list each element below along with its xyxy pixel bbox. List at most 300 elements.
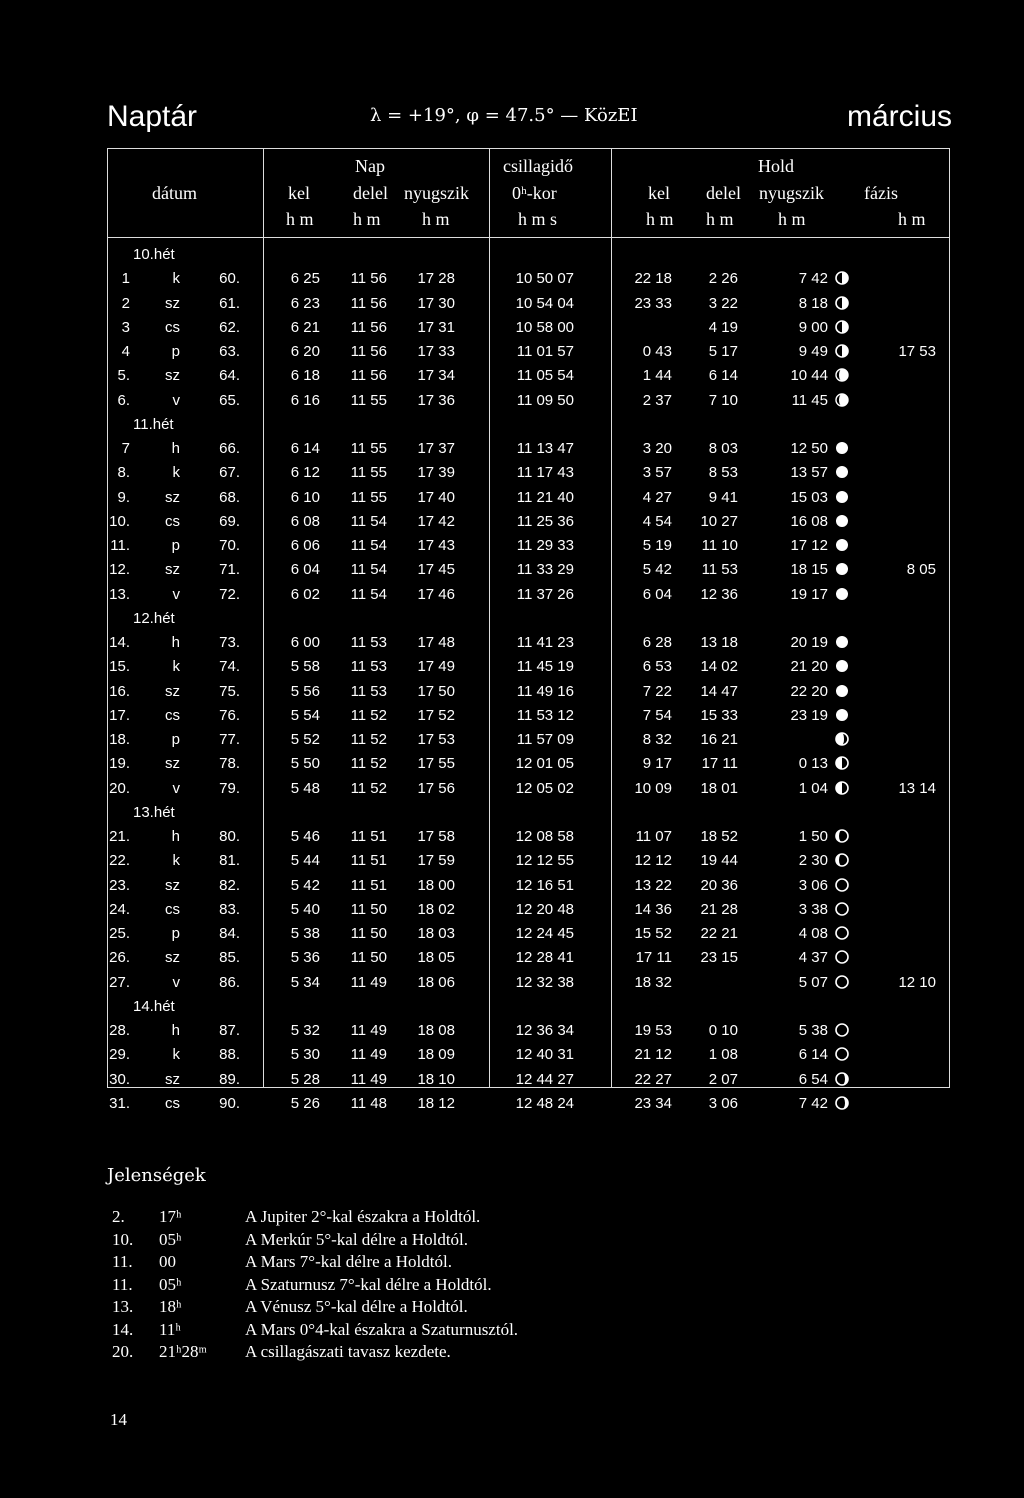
sun-rise: 5 52 <box>290 731 320 748</box>
table-row <box>108 1095 949 1119</box>
sun-set: 17 37 <box>417 440 455 457</box>
day-number: 8. <box>117 464 130 482</box>
table-row <box>108 513 949 537</box>
weekday: h <box>171 440 180 457</box>
day-of-year: 67. <box>219 464 240 482</box>
table-row <box>108 634 949 658</box>
table-row <box>108 974 949 998</box>
moon-phase-icon <box>835 1096 849 1110</box>
moon-rise: 21 12 <box>634 1046 672 1064</box>
sun-rise: 6 18 <box>290 367 320 385</box>
sun-transit: 11 52 <box>350 779 387 797</box>
sun-rise: 5 44 <box>290 852 320 870</box>
sidereal-time: 12 48 24 <box>515 1094 574 1112</box>
moon-set: 13 57 <box>790 464 828 482</box>
moon-rise: 22 18 <box>634 270 672 288</box>
day-of-year: 62. <box>219 318 240 336</box>
table-row <box>108 319 949 343</box>
table-row <box>108 683 949 707</box>
moon-phase-icon <box>835 514 849 528</box>
day-of-year: 78. <box>219 755 240 773</box>
day-number: 17. <box>109 706 130 724</box>
sun-rise: 5 58 <box>290 658 320 676</box>
moon-set: 7 42 <box>798 270 828 288</box>
moon-rise: 5 19 <box>642 537 672 554</box>
day-of-year: 84. <box>219 925 240 942</box>
sun-rise: 5 42 <box>290 876 320 894</box>
day-of-year: 86. <box>219 973 240 991</box>
header-csillagido-kor: 0ʰ-kor <box>512 183 557 203</box>
sidereal-time: 12 40 31 <box>515 1046 574 1064</box>
weekday: v <box>172 391 180 409</box>
day-of-year: 80. <box>219 828 240 845</box>
day-of-year: 73. <box>219 634 240 651</box>
moon-phase-icon <box>835 320 849 334</box>
phase-time: 17 53 <box>898 343 936 360</box>
phenomenon-text: A Szaturnusz 7°-kal délre a Holdtól. <box>245 1274 492 1294</box>
phenomenon-text: A Mars 0°4-kal északra a Szaturnusztól. <box>245 1319 519 1339</box>
sun-rise: 5 30 <box>290 1046 320 1064</box>
weekday: p <box>171 343 180 360</box>
day-number: 12. <box>109 561 130 579</box>
page-number: 14 <box>110 1410 127 1429</box>
phase-time: 8 05 <box>906 561 936 579</box>
moon-phase-icon <box>835 1047 849 1061</box>
weekday: v <box>172 973 180 991</box>
moon-rise: 5 42 <box>642 561 672 579</box>
moon-rise: 23 34 <box>634 1094 672 1112</box>
header-unit: h m <box>706 209 734 229</box>
sun-set: 17 52 <box>417 706 455 724</box>
day-number: 26. <box>109 949 130 967</box>
moon-transit: 17 11 <box>701 755 738 773</box>
moon-rise: 15 52 <box>634 925 672 942</box>
table-row <box>108 295 949 319</box>
moon-phase-icon <box>835 975 849 989</box>
sun-transit: 11 53 <box>350 658 387 676</box>
phenomenon-day: 11. <box>112 1252 133 1271</box>
moon-phase-icon <box>835 829 849 843</box>
sun-set: 17 56 <box>417 779 455 797</box>
moon-rise: 6 53 <box>642 658 672 676</box>
moon-rise: 14 36 <box>634 900 672 918</box>
weekday: cs <box>165 900 180 918</box>
day-of-year: 64. <box>219 367 240 385</box>
table-row <box>108 755 949 779</box>
phase-time: 13 14 <box>898 779 936 797</box>
moon-transit: 18 52 <box>700 828 738 845</box>
sun-rise: 5 48 <box>290 779 320 797</box>
sidereal-time: 12 08 58 <box>515 828 574 845</box>
day-of-year: 63. <box>219 343 240 360</box>
moon-phase-icon <box>835 587 849 601</box>
moon-set: 17 12 <box>790 537 828 554</box>
sun-set: 17 46 <box>417 585 455 603</box>
week-label-row <box>108 804 949 828</box>
table-row <box>108 464 949 488</box>
moon-transit: 21 28 <box>700 900 738 918</box>
sun-transit: 11 55 <box>350 488 387 506</box>
sidereal-time: 11 29 33 <box>516 537 574 554</box>
phenomenon-time: 00 <box>159 1252 176 1271</box>
moon-transit: 8 03 <box>708 440 738 457</box>
sidereal-time: 10 58 00 <box>515 318 574 336</box>
moon-rise: 0 43 <box>642 343 672 360</box>
header-unit: h m s <box>518 209 558 229</box>
phenomenon-item <box>107 1297 707 1319</box>
sun-transit: 11 55 <box>350 464 387 482</box>
sun-rise: 6 06 <box>290 537 320 554</box>
sun-rise: 5 34 <box>290 973 320 991</box>
day-number: 30. <box>109 1070 130 1088</box>
sun-set: 17 45 <box>417 561 455 579</box>
day-number: 11. <box>110 537 130 554</box>
table-row <box>108 367 949 391</box>
sun-set: 17 53 <box>417 731 455 748</box>
header-nap-nyugszik: nyugszik <box>404 183 469 203</box>
day-number: 21. <box>109 828 130 845</box>
moon-phase-icon <box>835 781 849 795</box>
moon-rise: 9 17 <box>642 755 672 773</box>
table-row <box>108 1071 949 1095</box>
sun-rise: 5 26 <box>290 1094 320 1112</box>
sun-set: 17 48 <box>417 634 455 651</box>
moon-phase-icon <box>835 659 849 673</box>
header-hold-kel: kel <box>648 183 670 203</box>
header-csillagido: csillagidő <box>503 156 573 176</box>
moon-set: 20 19 <box>790 634 828 651</box>
week-label-row <box>108 246 949 270</box>
table-row <box>108 392 949 416</box>
weekday: v <box>172 779 180 797</box>
weekday: k <box>172 1046 180 1064</box>
sun-transit: 11 54 <box>350 585 387 603</box>
weekday: sz <box>165 488 180 506</box>
weekday: p <box>171 925 180 942</box>
sun-rise: 5 40 <box>290 900 320 918</box>
phenomenon-item <box>107 1207 707 1229</box>
phenomenon-text: A Merkúr 5°-kal délre a Holdtól. <box>245 1229 469 1249</box>
header-unit: h m <box>422 209 450 229</box>
sidereal-time: 12 20 48 <box>515 900 574 918</box>
sun-set: 17 50 <box>417 682 455 700</box>
sun-transit: 11 56 <box>350 294 387 312</box>
day-of-year: 65. <box>219 391 240 409</box>
moon-transit: 23 15 <box>700 949 738 967</box>
phenomenon-text: A csillagászati tavasz kezdete. <box>245 1342 451 1361</box>
weekday: k <box>172 658 180 676</box>
moon-rise: 22 27 <box>634 1070 672 1088</box>
sun-set: 17 33 <box>417 343 455 360</box>
moon-set: 15 03 <box>790 488 828 506</box>
day-number: 5. <box>117 367 130 385</box>
weekday: sz <box>165 755 180 773</box>
moon-rise: 7 22 <box>642 682 672 700</box>
phenomenon-time: 17ʰ <box>159 1207 182 1226</box>
day-number: 9. <box>117 488 130 506</box>
sun-rise: 5 28 <box>290 1070 320 1088</box>
moon-rise: 17 11 <box>635 949 672 967</box>
moon-set: 22 20 <box>790 682 828 700</box>
sidereal-time: 12 32 38 <box>515 973 574 991</box>
day-number: 13. <box>109 585 130 603</box>
header-nap-kel: kel <box>288 183 310 203</box>
sidereal-time: 11 01 57 <box>516 343 574 360</box>
day-number: 6. <box>117 391 130 409</box>
header-nap-delel: delel <box>353 183 388 203</box>
sun-transit: 11 50 <box>350 949 387 967</box>
moon-set: 3 38 <box>798 900 828 918</box>
day-number: 19. <box>109 755 130 773</box>
day-number: 15. <box>109 658 130 676</box>
moon-set: 4 37 <box>798 949 828 967</box>
day-number: 10. <box>109 512 130 530</box>
day-number: 24. <box>109 900 130 918</box>
day-number: 7 <box>121 440 130 457</box>
day-number: 27. <box>109 973 130 991</box>
moon-transit: 2 26 <box>708 270 738 288</box>
weekday: sz <box>165 294 180 312</box>
sidereal-time: 11 33 29 <box>516 561 574 579</box>
sidereal-time: 11 45 19 <box>516 658 574 676</box>
moon-transit: 8 53 <box>708 464 738 482</box>
moon-phase-icon <box>835 950 849 964</box>
moon-set: 6 14 <box>798 1046 828 1064</box>
sun-rise: 5 38 <box>290 925 320 942</box>
moon-phase-icon <box>835 708 849 722</box>
day-number: 1 <box>121 270 130 288</box>
header-divider <box>108 237 949 238</box>
sun-transit: 11 56 <box>350 318 387 336</box>
sidereal-time: 11 05 54 <box>516 367 574 385</box>
moon-rise: 6 28 <box>642 634 672 651</box>
sidereal-time: 10 54 04 <box>515 294 574 312</box>
sun-transit: 11 49 <box>350 1046 387 1064</box>
sun-rise: 5 46 <box>290 828 320 845</box>
sidereal-time: 11 09 50 <box>516 391 574 409</box>
phenomenon-item <box>107 1275 707 1297</box>
day-number: 28. <box>109 1022 130 1039</box>
moon-transit: 0 10 <box>708 1022 738 1039</box>
sun-rise: 6 20 <box>290 343 320 360</box>
phenomenon-time: 11ʰ <box>159 1319 181 1339</box>
moon-phase-icon <box>835 538 849 552</box>
sun-rise: 6 12 <box>290 464 320 482</box>
moon-rise: 6 04 <box>642 585 672 603</box>
moon-rise: 23 33 <box>634 294 672 312</box>
phenomena-title: Jelenségek <box>107 1165 206 1186</box>
week-label: 13.hét <box>133 803 175 821</box>
day-of-year: 74. <box>219 658 240 676</box>
location-caption: λ = +19°, φ = 47.5° — KözEI <box>370 105 638 126</box>
page-title: Naptár <box>107 100 198 133</box>
sun-set: 17 55 <box>417 755 455 773</box>
moon-phase-icon <box>835 562 849 576</box>
weekday: cs <box>165 318 180 336</box>
day-number: 3 <box>121 318 130 336</box>
moon-phase-icon <box>835 393 849 407</box>
phenomenon-text: A Mars 7°-kal délre a Holdtól. <box>245 1252 452 1271</box>
moon-phase-icon <box>835 441 849 455</box>
moon-set: 18 15 <box>790 561 828 579</box>
moon-set: 11 45 <box>791 391 828 409</box>
day-number: 23. <box>109 876 130 894</box>
sun-set: 18 05 <box>417 949 455 967</box>
weekday: k <box>172 464 180 482</box>
moon-rise: 12 12 <box>634 852 672 870</box>
sun-set: 18 03 <box>417 925 455 942</box>
phenomenon-item <box>107 1230 707 1252</box>
sun-set: 17 39 <box>417 464 455 482</box>
moon-transit: 15 33 <box>700 706 738 724</box>
moon-phase-icon <box>835 1023 849 1037</box>
moon-rise: 1 44 <box>642 367 672 385</box>
sun-rise: 6 04 <box>290 561 320 579</box>
header-hold-nyugszik: nyugszik <box>759 183 824 203</box>
sidereal-time: 12 44 27 <box>515 1070 574 1088</box>
sidereal-time: 12 16 51 <box>515 876 574 894</box>
moon-phase-icon <box>835 732 849 746</box>
day-of-year: 72. <box>219 585 240 603</box>
sun-transit: 11 54 <box>350 512 387 530</box>
sun-set: 17 31 <box>417 318 455 336</box>
sun-rise: 6 02 <box>290 585 320 603</box>
header-unit: h m <box>778 209 806 229</box>
moon-rise: 11 07 <box>635 828 672 845</box>
moon-phase-icon <box>835 853 849 867</box>
day-of-year: 75. <box>219 682 240 700</box>
header-unit: h m <box>646 209 674 229</box>
moon-set: 7 42 <box>798 1094 828 1112</box>
sun-transit: 11 54 <box>350 537 387 554</box>
week-label: 12.hét <box>133 609 175 627</box>
day-of-year: 61. <box>219 294 240 312</box>
day-of-year: 83. <box>219 900 240 918</box>
moon-rise: 10 09 <box>634 779 672 797</box>
week-label: 10.hét <box>133 246 175 263</box>
day-of-year: 70. <box>219 537 240 554</box>
day-number: 31. <box>109 1094 130 1112</box>
moon-rise: 3 57 <box>642 464 672 482</box>
weekday: sz <box>165 876 180 894</box>
moon-phase-icon <box>835 635 849 649</box>
moon-phase-icon <box>835 344 849 358</box>
table-row <box>108 949 949 973</box>
sidereal-time: 12 24 45 <box>515 925 574 942</box>
sun-transit: 11 56 <box>350 270 387 288</box>
sun-rise: 5 36 <box>290 949 320 967</box>
header-hold: Hold <box>758 156 794 176</box>
sun-set: 17 30 <box>417 294 455 312</box>
week-label: 11.hét <box>133 415 174 433</box>
moon-transit: 11 53 <box>701 561 738 579</box>
sidereal-time: 11 49 16 <box>516 682 574 700</box>
moon-rise: 7 54 <box>642 706 672 724</box>
sidereal-time: 12 01 05 <box>515 755 574 773</box>
sun-set: 18 08 <box>417 1022 455 1039</box>
weekday: cs <box>165 1094 180 1112</box>
table-row <box>108 731 949 755</box>
moon-phase-icon <box>835 926 849 940</box>
sidereal-time: 11 25 36 <box>516 512 574 530</box>
phenomenon-time: 21ʰ28ᵐ <box>159 1342 207 1361</box>
sun-set: 18 09 <box>417 1046 455 1064</box>
sun-transit: 11 52 <box>350 755 387 773</box>
weekday: h <box>171 1022 180 1039</box>
sun-transit: 11 52 <box>350 706 387 724</box>
sun-transit: 11 56 <box>350 367 387 385</box>
moon-phase-icon <box>835 878 849 892</box>
sun-set: 17 34 <box>417 367 455 385</box>
day-number: 16. <box>109 682 130 700</box>
sun-rise: 6 00 <box>290 634 320 651</box>
day-of-year: 87. <box>219 1022 240 1039</box>
day-of-year: 79. <box>219 779 240 797</box>
day-of-year: 77. <box>219 731 240 748</box>
moon-transit: 14 02 <box>700 658 738 676</box>
sun-set: 18 02 <box>417 900 455 918</box>
sun-set: 17 42 <box>417 512 455 530</box>
weekday: v <box>172 585 180 603</box>
day-number: 25. <box>109 925 130 942</box>
calendar-table <box>107 148 950 1112</box>
moon-transit: 1 08 <box>708 1046 738 1064</box>
sidereal-time: 12 12 55 <box>515 852 574 870</box>
moon-transit: 22 21 <box>700 925 738 942</box>
day-number: 4 <box>121 343 130 360</box>
sun-rise: 5 50 <box>290 755 320 773</box>
sun-transit: 11 53 <box>350 682 387 700</box>
phenomenon-day: 10. <box>112 1229 134 1249</box>
week-label-row <box>108 416 949 440</box>
weekday: cs <box>165 706 180 724</box>
moon-transit: 4 19 <box>708 318 738 336</box>
phenomenon-day: 2. <box>112 1207 125 1226</box>
sun-set: 18 12 <box>417 1094 455 1112</box>
moon-transit: 13 18 <box>700 634 738 651</box>
sun-set: 17 59 <box>417 852 455 870</box>
table-row <box>108 537 949 561</box>
phenomenon-time: 05ʰ <box>159 1274 182 1294</box>
sun-transit: 11 51 <box>350 876 387 894</box>
day-of-year: 69. <box>219 512 240 530</box>
moon-phase-icon <box>835 1072 849 1086</box>
table-row <box>108 489 949 513</box>
sidereal-time: 12 28 41 <box>515 949 574 967</box>
moon-rise: 18 32 <box>634 973 672 991</box>
moon-set: 1 50 <box>798 828 828 845</box>
header-datum: dátum <box>152 183 197 203</box>
day-of-year: 85. <box>219 949 240 967</box>
table-row <box>108 780 949 804</box>
sidereal-time: 11 13 47 <box>516 440 574 457</box>
table-row <box>108 270 949 294</box>
table-row <box>108 901 949 925</box>
moon-transit: 3 22 <box>708 294 738 312</box>
moon-set: 19 17 <box>790 585 828 603</box>
moon-rise: 19 53 <box>634 1022 672 1039</box>
sun-rise: 6 10 <box>290 488 320 506</box>
month-title: március <box>846 100 952 133</box>
moon-transit: 3 06 <box>708 1094 738 1112</box>
moon-transit: 19 44 <box>700 852 738 870</box>
moon-transit: 20 36 <box>700 876 738 894</box>
table-row <box>108 925 949 949</box>
moon-transit: 7 10 <box>708 391 738 409</box>
sun-set: 17 36 <box>417 391 455 409</box>
moon-rise: 3 20 <box>642 440 672 457</box>
moon-rise: 13 22 <box>634 876 672 894</box>
